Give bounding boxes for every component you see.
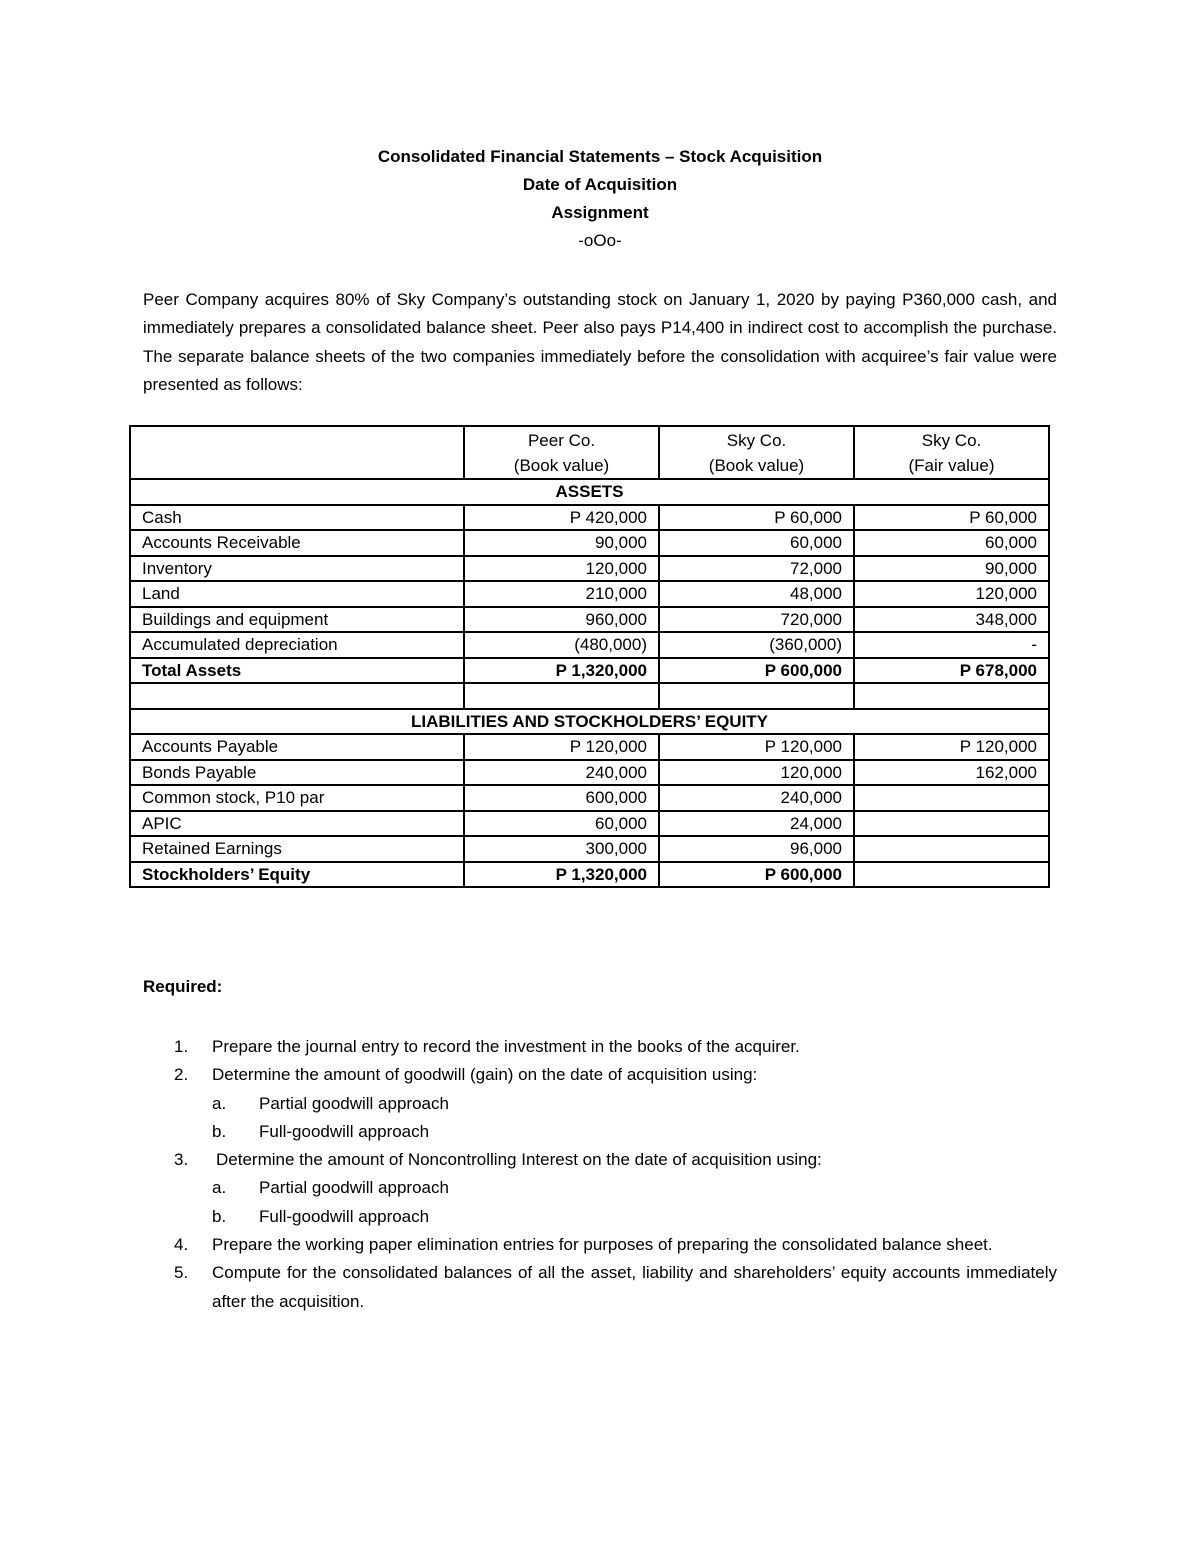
- sky-book-value: P 600,000: [659, 658, 854, 684]
- peer-value: P 1,320,000: [464, 862, 659, 888]
- section-row: [130, 479, 1049, 505]
- peer-value: P 120,000: [464, 734, 659, 760]
- table-row: [130, 632, 1049, 658]
- sky-book-value: 24,000: [659, 811, 854, 837]
- title-line-1: Consolidated Financial Statements – Stock Acquisition: [377, 147, 823, 166]
- total-equity-row: [130, 862, 1049, 888]
- item-number: 2.: [174, 1065, 189, 1085]
- sub-item-text: Full-goodwill approach: [259, 1206, 430, 1226]
- peer-value: 240,000: [464, 760, 659, 786]
- header-blank-cell: [130, 426, 464, 479]
- sky-fair-value: P 120,000: [854, 734, 1049, 760]
- liabilities-section-label: LIABILITIES AND STOCKHOLDERS’ EQUITY: [130, 709, 1049, 735]
- item-number: 4.: [174, 1235, 189, 1255]
- blank-cell: [130, 683, 464, 709]
- sub-list-item: [212, 1174, 1057, 1202]
- header-peer-book: [464, 426, 659, 479]
- peer-value: 120,000: [464, 556, 659, 582]
- table-row: [130, 505, 1049, 531]
- sky-fair-value: 162,000: [854, 760, 1049, 786]
- sky-book-value: 120,000: [659, 760, 854, 786]
- table-row: [130, 836, 1049, 862]
- peer-value: P 420,000: [464, 505, 659, 531]
- sky-fair-value: [854, 811, 1049, 837]
- peer-value: 600,000: [464, 785, 659, 811]
- sub-list: [212, 1090, 1057, 1147]
- assets-section-label: ASSETS: [130, 479, 1049, 505]
- required-heading: Required:: [143, 977, 223, 996]
- header-sky-basis: (Book value): [708, 455, 805, 475]
- sub-item-text: Full-goodwill approach: [259, 1121, 430, 1141]
- row-label: Inventory: [130, 556, 464, 582]
- item-number: 5.: [174, 1263, 189, 1283]
- row-label: APIC: [130, 811, 464, 837]
- sky-fair-value: -: [854, 632, 1049, 658]
- row-label: Total Assets: [130, 658, 464, 684]
- sky-book-value: 60,000: [659, 530, 854, 556]
- item-text: Determine the amount of Noncontrolling Interest on the date of acquisition using:: [216, 1150, 822, 1170]
- table-row: [130, 785, 1049, 811]
- sub-item-letter: a.: [212, 1178, 227, 1198]
- balance-sheet-table: [129, 425, 1050, 888]
- document-title: [0, 143, 1200, 255]
- sky-fair-value: 90,000: [854, 556, 1049, 582]
- sub-list-item: [212, 1090, 1057, 1118]
- sky-book-value: (360,000): [659, 632, 854, 658]
- row-label: Retained Earnings: [130, 836, 464, 862]
- sub-list-item: [212, 1118, 1057, 1146]
- list-item: [143, 1061, 1057, 1146]
- peer-value: 960,000: [464, 607, 659, 633]
- row-label: Accounts Receivable: [130, 530, 464, 556]
- peer-value: 300,000: [464, 836, 659, 862]
- row-label: Buildings and equipment: [130, 607, 464, 633]
- sub-list-item: [212, 1203, 1057, 1231]
- sky-book-value: P 120,000: [659, 734, 854, 760]
- item-text: Prepare the journal entry to record the investment in the books of the acquirer.: [212, 1037, 800, 1056]
- table-row: [130, 581, 1049, 607]
- peer-value: (480,000): [464, 632, 659, 658]
- sky-fair-value: 348,000: [854, 607, 1049, 633]
- header-peer-basis: (Book value): [513, 455, 610, 475]
- peer-value: 210,000: [464, 581, 659, 607]
- row-label: Stockholders’ Equity: [130, 862, 464, 888]
- row-label: Common stock, P10 par: [130, 785, 464, 811]
- title-line-2: Date of Acquisition: [522, 175, 678, 194]
- problem-statement: Peer Company acquires 80% of Sky Company’s outstanding stock on January 1, 2020 by paying P360,000 cash, and immediately prepares a consolidated balance sheet. Peer also pays P14,400 in indirect cost to accomplish the purchase. The separate balance sheets of the two companies immediately before the consolidation with acquiree’s fair value were presented as follows:: [143, 290, 1057, 394]
- blank-cell: [659, 683, 854, 709]
- list-item: [143, 1259, 1057, 1316]
- blank-row: [130, 683, 1049, 709]
- sky-book-value: 240,000: [659, 785, 854, 811]
- sky-fair-value: 60,000: [854, 530, 1049, 556]
- sub-item-letter: b.: [212, 1206, 227, 1226]
- peer-value: 60,000: [464, 811, 659, 837]
- sky-book-value: 48,000: [659, 581, 854, 607]
- sky-fair-value: [854, 836, 1049, 862]
- table-header-row: [130, 426, 1049, 479]
- row-label: Land: [130, 581, 464, 607]
- sub-list: [212, 1174, 1057, 1231]
- header-sky-name: Sky Co.: [726, 430, 787, 450]
- sky-book-value: P 60,000: [659, 505, 854, 531]
- sky-fair-value: P 678,000: [854, 658, 1049, 684]
- title-separator: -oOo-: [578, 231, 622, 250]
- table-row: [130, 607, 1049, 633]
- title-line-3: Assignment: [551, 203, 649, 222]
- sky-fair-value: P 60,000: [854, 505, 1049, 531]
- blank-cell: [854, 683, 1049, 709]
- row-label: Accumulated depreciation: [130, 632, 464, 658]
- sub-item-letter: b.: [212, 1121, 227, 1141]
- section-row: [130, 709, 1049, 735]
- item-number: 3.: [174, 1150, 189, 1170]
- sky-book-value: 72,000: [659, 556, 854, 582]
- total-assets-row: [130, 658, 1049, 684]
- item-text: Compute for the consolidated balances of all the asset, liability and shareholders’ equity accounts immediately after the acquisition.: [212, 1263, 1057, 1311]
- peer-value: 90,000: [464, 530, 659, 556]
- row-label: Cash: [130, 505, 464, 531]
- item-text: Prepare the working paper elimination entries for purposes of preparing the consolidated balance sheet.: [212, 1235, 993, 1255]
- list-item: [143, 1033, 1057, 1061]
- table-row: [130, 760, 1049, 786]
- list-item: [143, 1146, 1057, 1231]
- requirements-list: [143, 1033, 1057, 1316]
- sky-fair-value: [854, 862, 1049, 888]
- sky-book-value: P 600,000: [659, 862, 854, 888]
- peer-value: P 1,320,000: [464, 658, 659, 684]
- header-sky-fair-name: Sky Co.: [921, 430, 982, 450]
- table-row: [130, 556, 1049, 582]
- row-label: Bonds Payable: [130, 760, 464, 786]
- sky-fair-value: 120,000: [854, 581, 1049, 607]
- table-row: [130, 734, 1049, 760]
- header-sky-fair: [854, 426, 1049, 479]
- list-item: [143, 1231, 1057, 1259]
- table-row: [130, 530, 1049, 556]
- sub-item-text: Partial goodwill approach: [259, 1178, 449, 1198]
- header-peer-name: Peer Co.: [527, 430, 596, 450]
- item-number: 1.: [174, 1037, 189, 1056]
- sub-item-letter: a.: [212, 1093, 227, 1113]
- table-row: [130, 811, 1049, 837]
- blank-cell: [464, 683, 659, 709]
- row-label: Accounts Payable: [130, 734, 464, 760]
- sky-book-value: 720,000: [659, 607, 854, 633]
- header-sky-book: [659, 426, 854, 479]
- sky-fair-value: [854, 785, 1049, 811]
- item-text: Determine the amount of goodwill (gain) on the date of acquisition using:: [212, 1065, 758, 1085]
- sky-book-value: 96,000: [659, 836, 854, 862]
- sub-item-text: Partial goodwill approach: [259, 1093, 449, 1113]
- header-sky-fair-basis: (Fair value): [908, 455, 995, 475]
